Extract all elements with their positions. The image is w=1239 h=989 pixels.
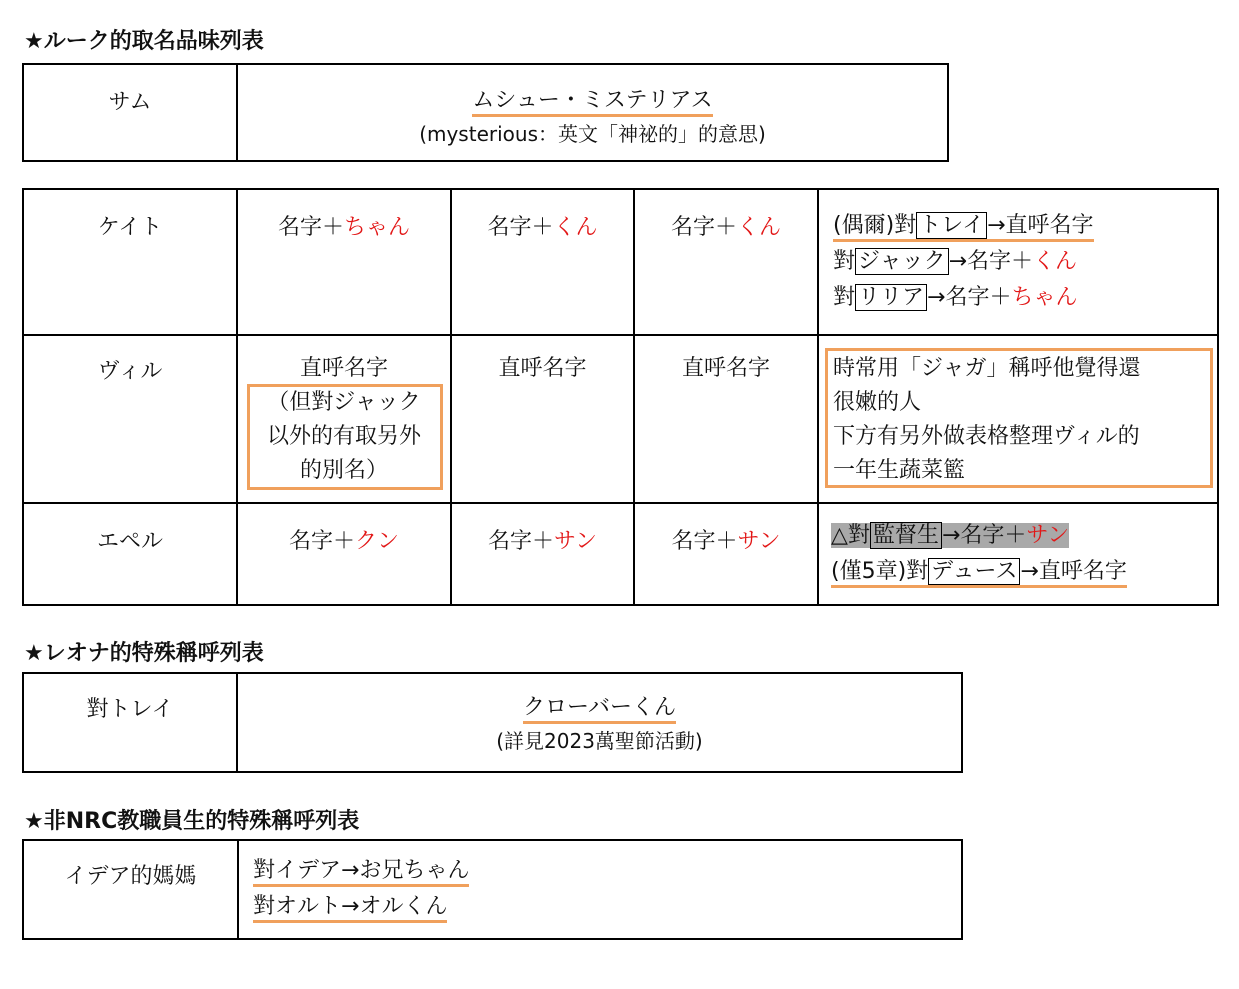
label-cell bbox=[24, 65, 238, 160]
boxed-name: トレイ bbox=[916, 212, 987, 239]
name-cell bbox=[24, 504, 238, 604]
suffix-prefix: 名字＋ bbox=[488, 529, 555, 554]
suffix-honorific: サン bbox=[737, 529, 781, 554]
suffix-honorific: くん bbox=[737, 215, 782, 240]
suffix-honorific: くん bbox=[553, 215, 598, 240]
note-text: →名字＋ bbox=[927, 285, 1012, 310]
col1-cell bbox=[238, 336, 452, 502]
cell-text: 以外的有取另外 bbox=[266, 424, 421, 449]
note-text: (僅5章)對 bbox=[831, 559, 929, 584]
nickname-text: →オルくん bbox=[341, 894, 448, 919]
suffix-honorific: ちゃん bbox=[1011, 285, 1078, 310]
col1-cell bbox=[238, 190, 452, 334]
col3-cell bbox=[635, 504, 819, 604]
suffix-prefix: 名字＋ bbox=[277, 215, 344, 240]
table-row bbox=[24, 504, 1217, 604]
boxed-name: ジャック bbox=[855, 248, 949, 275]
nickname-note: (詳見2023萬聖節活動) bbox=[496, 729, 703, 753]
notes-cell bbox=[819, 190, 1217, 334]
content-cell bbox=[238, 674, 961, 771]
cell-text: 直呼名字 bbox=[299, 356, 388, 381]
name-cell bbox=[24, 336, 238, 502]
col2-cell bbox=[452, 336, 635, 502]
label-idia-mother: イデア的媽媽 bbox=[64, 864, 197, 889]
section-heading-non-nrc: ★非NRC教職員生的特殊稱呼列表 bbox=[24, 809, 360, 834]
suffix-honorific: くん bbox=[1033, 249, 1078, 274]
content-cell bbox=[238, 65, 947, 160]
label-trey: 對トレイ bbox=[86, 697, 174, 722]
col2-cell bbox=[452, 190, 635, 334]
table-row bbox=[24, 190, 1217, 336]
name-cell bbox=[24, 190, 238, 334]
section-heading-leona: ★レオナ的特殊稱呼列表 bbox=[24, 641, 264, 666]
notes-cell bbox=[819, 336, 1217, 502]
col3-cell bbox=[635, 190, 819, 334]
cell-text: 直呼名字 bbox=[681, 356, 770, 381]
note-text: 很嫩的人 bbox=[833, 390, 922, 415]
leona-naming-table bbox=[22, 672, 963, 773]
note-text: 一年生蔬菜籃 bbox=[833, 458, 966, 483]
grey-highlight bbox=[831, 523, 1069, 548]
section-heading-luke: ★ルーク的取名品味列表 bbox=[24, 29, 264, 54]
suffix-honorific: ちゃん bbox=[344, 215, 411, 240]
row-name: ケイト bbox=[97, 215, 163, 240]
target-name: イデア bbox=[275, 858, 342, 883]
note-text: △對 bbox=[831, 523, 870, 548]
notes-cell bbox=[819, 504, 1217, 604]
table-row bbox=[24, 336, 1217, 504]
suffix-honorific: サン bbox=[1026, 523, 1070, 548]
note-text: →直呼名字 bbox=[1020, 559, 1127, 584]
orange-highlight-box bbox=[825, 348, 1213, 488]
suffix-prefix: 名字＋ bbox=[288, 529, 355, 554]
note-text: 對 bbox=[833, 249, 856, 274]
col1-cell bbox=[238, 504, 452, 604]
nickname-text: ムシュー・ミステリアス bbox=[472, 88, 712, 117]
label-sam: サム bbox=[108, 90, 152, 115]
nickname-note: (mysterious：英文「神祕的」的意思) bbox=[419, 122, 766, 146]
suffix-honorific: サン bbox=[554, 529, 597, 554]
col3-cell bbox=[635, 336, 819, 502]
nickname-text: クローバーくん bbox=[523, 695, 676, 724]
label-cell bbox=[24, 674, 238, 771]
note-text: →名字＋ bbox=[941, 523, 1027, 548]
row-name: エペル bbox=[96, 529, 163, 554]
content-cell bbox=[239, 841, 961, 938]
row-name: ヴィル bbox=[97, 359, 163, 384]
note-text: (偶爾)對 bbox=[833, 213, 917, 238]
note-text: →名字＋ bbox=[948, 249, 1034, 274]
col2-cell bbox=[452, 504, 635, 604]
note-text: 下方有另外做表格整理ヴィル的 bbox=[833, 424, 1140, 449]
suffix-honorific: クン bbox=[355, 529, 400, 554]
suffix-prefix: 名字＋ bbox=[487, 215, 554, 240]
suffix-prefix: 名字＋ bbox=[670, 215, 737, 240]
boxed-name: リリア bbox=[855, 284, 927, 311]
cell-text: 的別名） bbox=[299, 458, 388, 483]
boxed-name: 監督生 bbox=[870, 522, 942, 549]
cell-text: 直呼名字 bbox=[498, 356, 587, 381]
note-text: 對 bbox=[253, 858, 276, 883]
cell-text: （但對ジャック bbox=[267, 390, 421, 415]
label-cell bbox=[24, 841, 239, 938]
boxed-name: デュース bbox=[928, 558, 1020, 585]
non-nrc-naming-table bbox=[22, 839, 963, 940]
target-name: オルト bbox=[275, 894, 342, 919]
note-text: 對 bbox=[253, 894, 276, 919]
suffix-prefix: 名字＋ bbox=[671, 529, 738, 554]
nickname-text: →お兄ちゃん bbox=[341, 858, 470, 883]
note-text: →直呼名字 bbox=[987, 213, 1094, 238]
note-text: 對 bbox=[833, 285, 856, 310]
luke-naming-table bbox=[22, 63, 949, 162]
orange-highlight-box bbox=[247, 384, 443, 490]
calling-table bbox=[22, 188, 1219, 606]
note-text: 時常用「ジャガ」稱呼他覺得還 bbox=[833, 356, 1141, 381]
